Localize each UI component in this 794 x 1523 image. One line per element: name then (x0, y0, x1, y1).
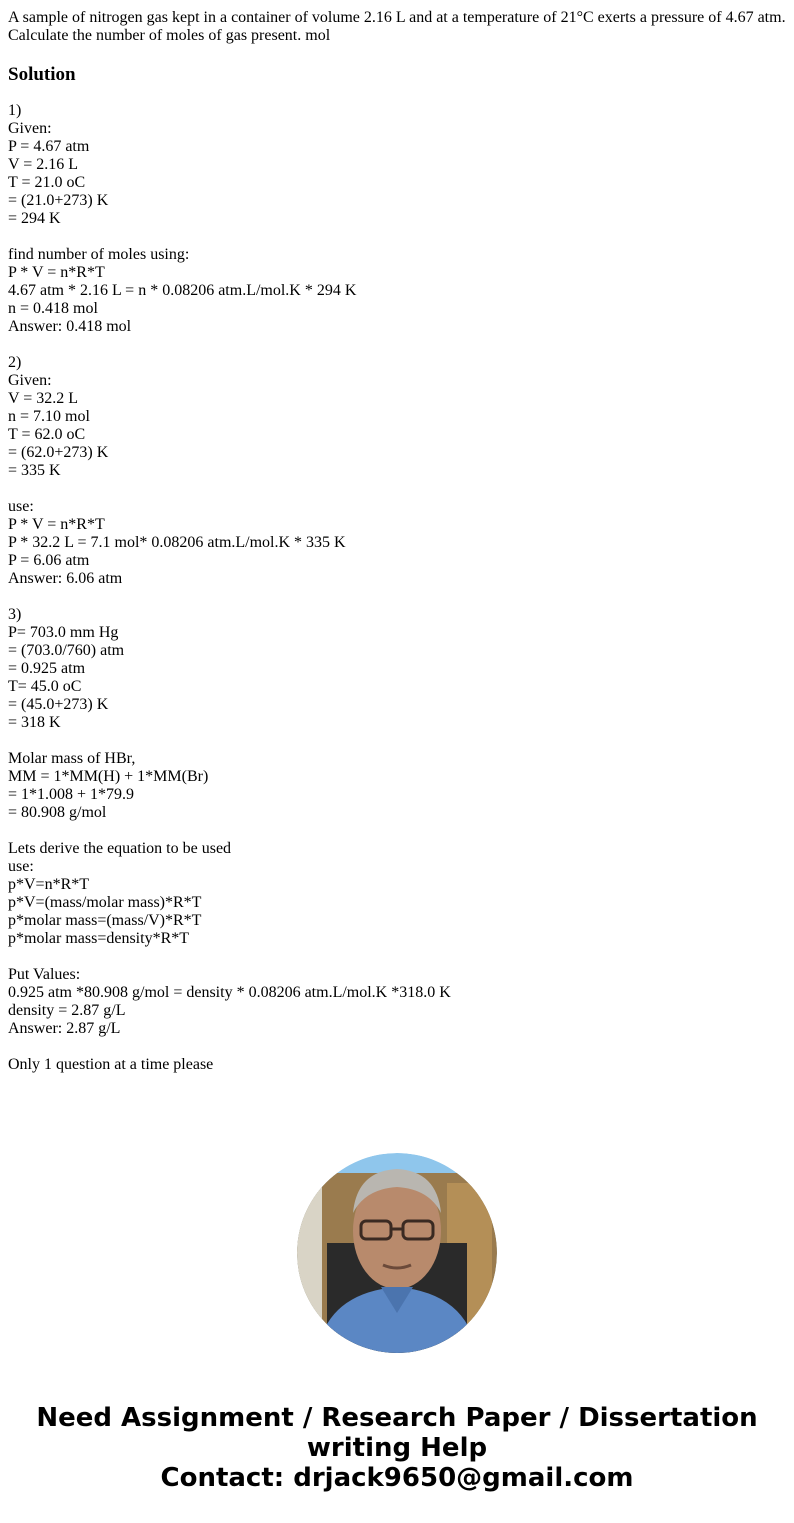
text-line: = 294 K (8, 210, 61, 227)
text-line: Molar mass of HBr, (8, 750, 136, 767)
text-line: P= 703.0 mm Hg (8, 624, 119, 641)
text-line: p*V=(mass/molar mass)*R*T (8, 894, 202, 911)
text-line: p*V=n*R*T (8, 876, 90, 893)
text-line: = (45.0+273) K (8, 696, 109, 713)
text-line: 0.925 atm *80.908 g/mol = density * 0.08206 atm.L/mol.K *318.0 K (8, 984, 451, 1001)
text-line: Lets derive the equation to be used (8, 840, 232, 857)
text-line: = 0.925 atm (8, 660, 86, 677)
footer-line-2: writing Help (306, 1433, 488, 1463)
text-line: Given: (8, 120, 52, 137)
part1-calc (8, 246, 788, 336)
footer-contact: Contact: drjack9650@gmail.com (160, 1463, 634, 1493)
text-line: T = 62.0 oC (8, 426, 86, 443)
text-line: = 318 K (8, 714, 61, 731)
text-line: 3) (8, 606, 22, 623)
question-line-1: A sample of nitrogen gas kept in a container of volume 2.16 L and at a temperature of 21°C exerts a pressure of 4.67 atm. (8, 9, 786, 26)
text-line: density = 2.87 g/L (8, 1002, 126, 1019)
part3-derivation (8, 840, 788, 948)
footer-banner (0, 1403, 794, 1493)
text-line: n = 0.418 mol (8, 300, 98, 317)
text-line: = 335 K (8, 462, 61, 479)
part1-given (8, 102, 788, 228)
text-line: P * V = n*R*T (8, 264, 105, 281)
closing-note (8, 1056, 788, 1074)
text-line: p*molar mass=density*R*T (8, 930, 190, 947)
text-line: Answer: 6.06 atm (8, 570, 123, 587)
text-line: n = 7.10 mol (8, 408, 90, 425)
text-line: use: (8, 498, 34, 515)
text-line: P * V = n*R*T (8, 516, 105, 533)
part2-given (8, 354, 788, 480)
text-line: V = 32.2 L (8, 390, 79, 407)
part3-values (8, 966, 788, 1038)
text-line: find number of moles using: (8, 246, 190, 263)
text-line: Answer: 0.418 mol (8, 318, 132, 335)
text-line: T = 21.0 oC (8, 174, 86, 191)
solution-heading: Solution (8, 64, 76, 85)
text-line: P = 6.06 atm (8, 552, 90, 569)
text-line: use: (8, 858, 34, 875)
text-line: p*molar mass=(mass/V)*R*T (8, 912, 202, 929)
question-line-2: Calculate the number of moles of gas present. mol (8, 27, 331, 44)
part2-calc (8, 498, 788, 588)
footer-line-1: Need Assignment / Research Paper / Dissertation (36, 1403, 758, 1433)
text-line: Put Values: (8, 966, 81, 983)
text-line: MM = 1*MM(H) + 1*MM(Br) (8, 768, 209, 785)
text-line: P = 4.67 atm (8, 138, 90, 155)
document-content (8, 9, 788, 1073)
part3-given (8, 606, 788, 732)
text-line: Answer: 2.87 g/L (8, 1020, 121, 1037)
text-line: = 1*1.008 + 1*79.9 (8, 786, 135, 803)
solution-body (8, 102, 788, 1092)
avatar-portrait-icon (297, 1153, 497, 1353)
text-line: P * 32.2 L = 7.1 mol* 0.08206 atm.L/mol.K * 335 K (8, 534, 346, 551)
question-text (8, 9, 788, 45)
text-line: = (21.0+273) K (8, 192, 109, 209)
text-line: 1) (8, 102, 22, 119)
author-avatar (297, 1153, 497, 1353)
text-line: 2) (8, 354, 22, 371)
part3-molar-mass (8, 750, 788, 822)
text-line: = 80.908 g/mol (8, 804, 107, 821)
text-line: 4.67 atm * 2.16 L = n * 0.08206 atm.L/mol.K * 294 K (8, 282, 357, 299)
text-line: Given: (8, 372, 52, 389)
text-line: T= 45.0 oC (8, 678, 82, 695)
text-line: V = 2.16 L (8, 156, 79, 173)
text-line: = (703.0/760) atm (8, 642, 125, 659)
closing-text: Only 1 question at a time please (8, 1056, 214, 1073)
text-line: = (62.0+273) K (8, 444, 109, 461)
